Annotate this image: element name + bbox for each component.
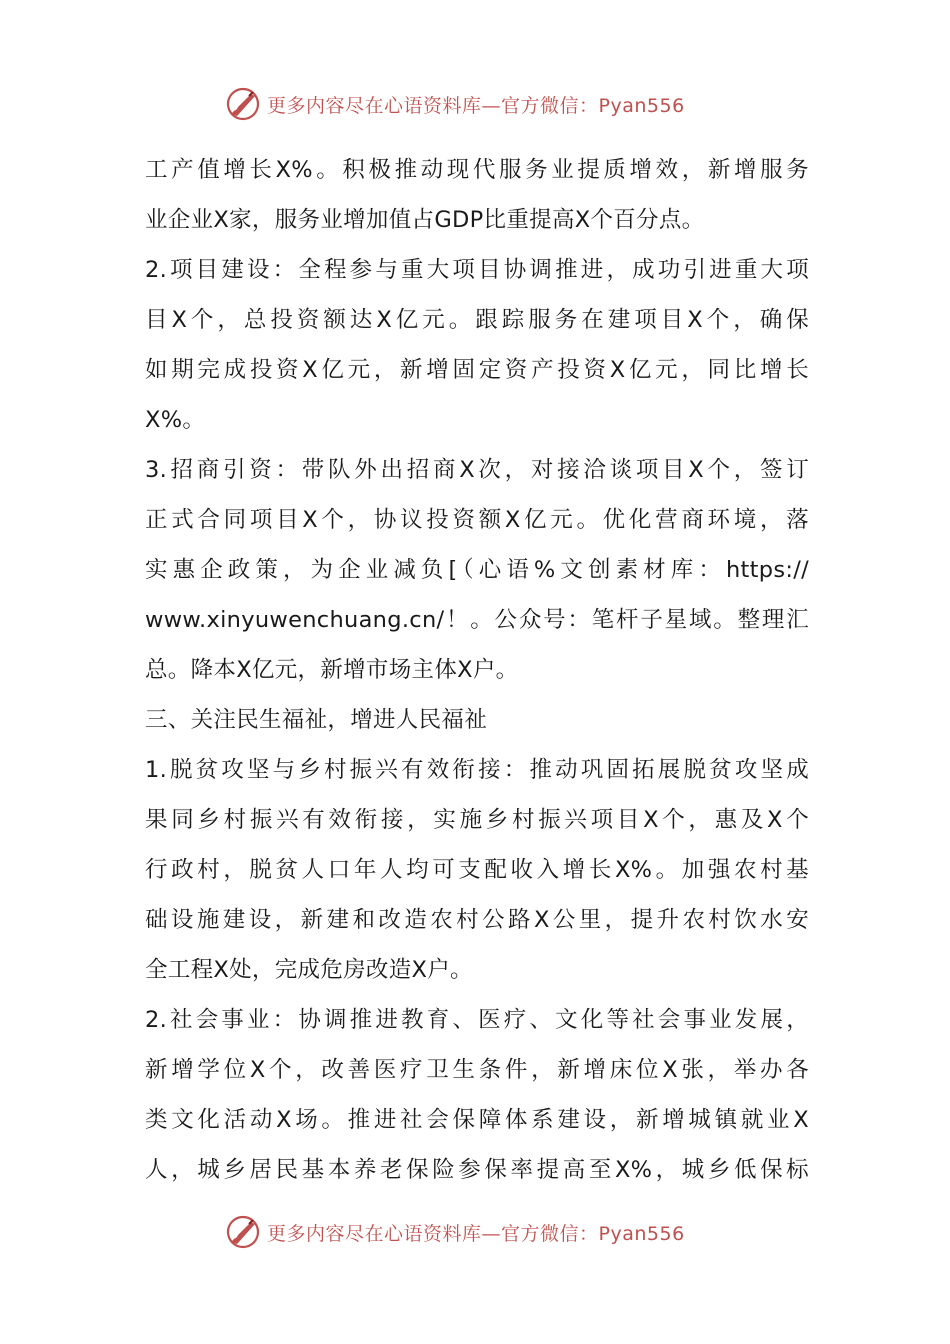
footer-banner-label: 更多内容尽在心语资料库—官方微信：: [267, 1222, 599, 1245]
text-line: 1.脱贫攻坚与乡村振兴有效衔接：推动巩固拓展脱贫攻坚成: [145, 757, 809, 783]
document-body: [145, 145, 809, 1195]
text-line: 总。降本X亿元，新增市场主体X户。: [145, 657, 519, 683]
text-line: 新增学位X个，改善医疗卫生条件，新增床位X张，举办各: [145, 1057, 809, 1083]
text-line: 础设施建设，新建和改造农村公路X公里，提升农村饮水安: [145, 907, 809, 933]
pen-logo-icon: [225, 86, 261, 122]
text-line: 工产值增长X%。积极推动现代服务业提质增效，新增服务: [145, 157, 809, 183]
section-heading: 三、关注民生福祉，增进人民福祉: [145, 707, 488, 733]
text-line: 行政村，脱贫人口年人均可支配收入增长X%。加强农村基: [145, 857, 809, 883]
text-line: www.xinyuwenchuang.cn/！。公众号：笔杆子星域。整理汇: [145, 607, 809, 633]
text-line: 果同乡村振兴有效衔接，实施乡村振兴项目X个，惠及X个: [145, 807, 809, 833]
footer-wechat-id: Pyan556: [598, 1222, 685, 1245]
header-wechat-id: Pyan556: [598, 94, 685, 117]
text-line: 3.招商引资：带队外出招商X次，对接洽谈项目X个，签订: [145, 457, 809, 483]
header-banner-label: 更多内容尽在心语资料库—官方微信：: [267, 94, 599, 117]
text-line: 业企业X家，服务业增加值占GDP比重提高X个百分点。: [145, 207, 705, 233]
header-banner: [225, 84, 745, 124]
header-banner-text: [267, 91, 685, 118]
text-line: 人，城乡居民基本养老保险参保率提高至X%，城乡低保标: [145, 1157, 809, 1183]
text-line: 类文化活动X场。推进社会保障体系建设，新增城镇就业X: [145, 1107, 809, 1133]
text-line: X%。: [145, 407, 206, 433]
footer-banner-text: [267, 1219, 685, 1246]
text-line: 如期完成投资X亿元，新增固定资产投资X亿元，同比增长: [145, 357, 809, 383]
text-line: 目X个，总投资额达X亿元。跟踪服务在建项目X个，确保: [145, 307, 809, 333]
text-line: 2.项目建设：全程参与重大项目协调推进，成功引进重大项: [145, 257, 809, 283]
text-line: 正式合同项目X个，协议投资额X亿元。优化营商环境，落: [145, 507, 809, 533]
text-line: 全工程X处，完成危房改造X户。: [145, 957, 473, 983]
text-line: 实惠企政策，为企业减负[（心语%文创素材库：https://: [145, 557, 809, 583]
footer-banner: [225, 1212, 745, 1252]
text-line: 2.社会事业：协调推进教育、医疗、文化等社会事业发展，: [145, 1007, 809, 1033]
pen-logo-icon: [225, 1214, 261, 1250]
